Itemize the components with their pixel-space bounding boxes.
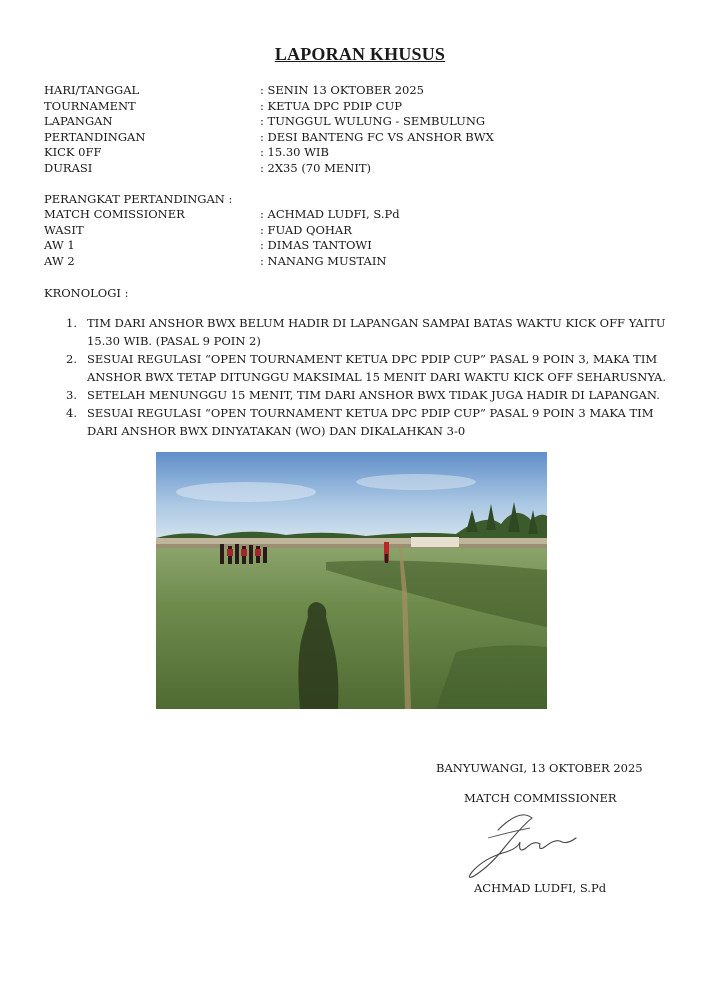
official-label: WASIT (44, 222, 84, 237)
official-label: AW 2 (44, 253, 75, 268)
info-label: HARI/TANGGAL (44, 83, 140, 97)
officials-heading: PERANGKAT PERTANDINGAN : (44, 191, 233, 206)
list-number: 3. (66, 388, 77, 402)
official-value: : NANANG MUSTAIN (260, 253, 387, 268)
handwritten-signature (460, 808, 600, 880)
field-photo (156, 452, 547, 709)
info-label: PERTANDINGAN (44, 129, 146, 144)
list-text: SESUAI REGULASI “OPEN TOURNAMENT KETUA DPC PDIP CUP” PASAL 9 POIN 3, MAKA TIM ANSHOR BWX TETAP DITUNGGU MAKSIMAL 15 MENIT DARI WAKTU KICK OFF SEHARUSNYA. (87, 352, 667, 384)
info-value: : 15.30 WIB (260, 145, 329, 159)
info-value: : TUNGGUL WULUNG - SEMBULUNG (260, 114, 486, 128)
official-value: : FUAD QOHAR (260, 222, 352, 237)
list-text: SESUAI REGULASI “OPEN TOURNAMENT KETUA DPC PDIP CUP” PASAL 9 POIN 3 MAKA TIM DARI ANSHOR BWX DINYATAKAN (WO) DAN DIKALAHKAN 3-0 (87, 406, 654, 438)
info-value: : SENIN 13 OKTOBER 2025 (260, 83, 424, 97)
info-label: TOURNAMENT (44, 98, 136, 113)
official-value: : DIMAS TANTOWI (260, 238, 372, 252)
list-number: 4. (66, 406, 77, 420)
document-title: LAPORAN KHUSUS (274, 44, 446, 64)
list-number: 1. (66, 316, 77, 330)
list-text: TIM DARI ANSHOR BWX BELUM HADIR DI LAPANGAN SAMPAI BATAS WAKTU KICK OFF YAITU 15.30 WIB. (PASAL 9 POIN 2) (87, 316, 666, 348)
info-value: : KETUA DPC PDIP CUP (260, 98, 403, 113)
football-field-image (156, 452, 547, 709)
official-label: MATCH COMISSIONER (44, 207, 185, 221)
signature-place-date: BANYUWANGI, 13 OKTOBER 2025 (436, 761, 643, 775)
list-text: SETELAH MENUNGGU 15 MENIT, TIM DARI ANSHOR BWX TIDAK JUGA HADIR DI LAPANGAN. (87, 388, 660, 402)
official-value: : ACHMAD LUDFI, S.Pd (260, 207, 400, 221)
chronology-heading: KRONOLOGI : (44, 285, 129, 300)
list-number: 2. (66, 352, 77, 366)
official-label: AW 1 (44, 238, 75, 252)
signature-role: MATCH COMMISSIONER (464, 791, 617, 805)
signature-name: ACHMAD LUDFI, S.Pd (474, 881, 607, 895)
info-value: : 2X35 (70 MENIT) (260, 160, 372, 175)
info-label: DURASI (44, 160, 93, 175)
info-label: KICK 0FF (44, 145, 102, 159)
info-label: LAPANGAN (44, 114, 113, 128)
info-value: : DESI BANTENG FC VS ANSHOR BWX (260, 129, 494, 144)
